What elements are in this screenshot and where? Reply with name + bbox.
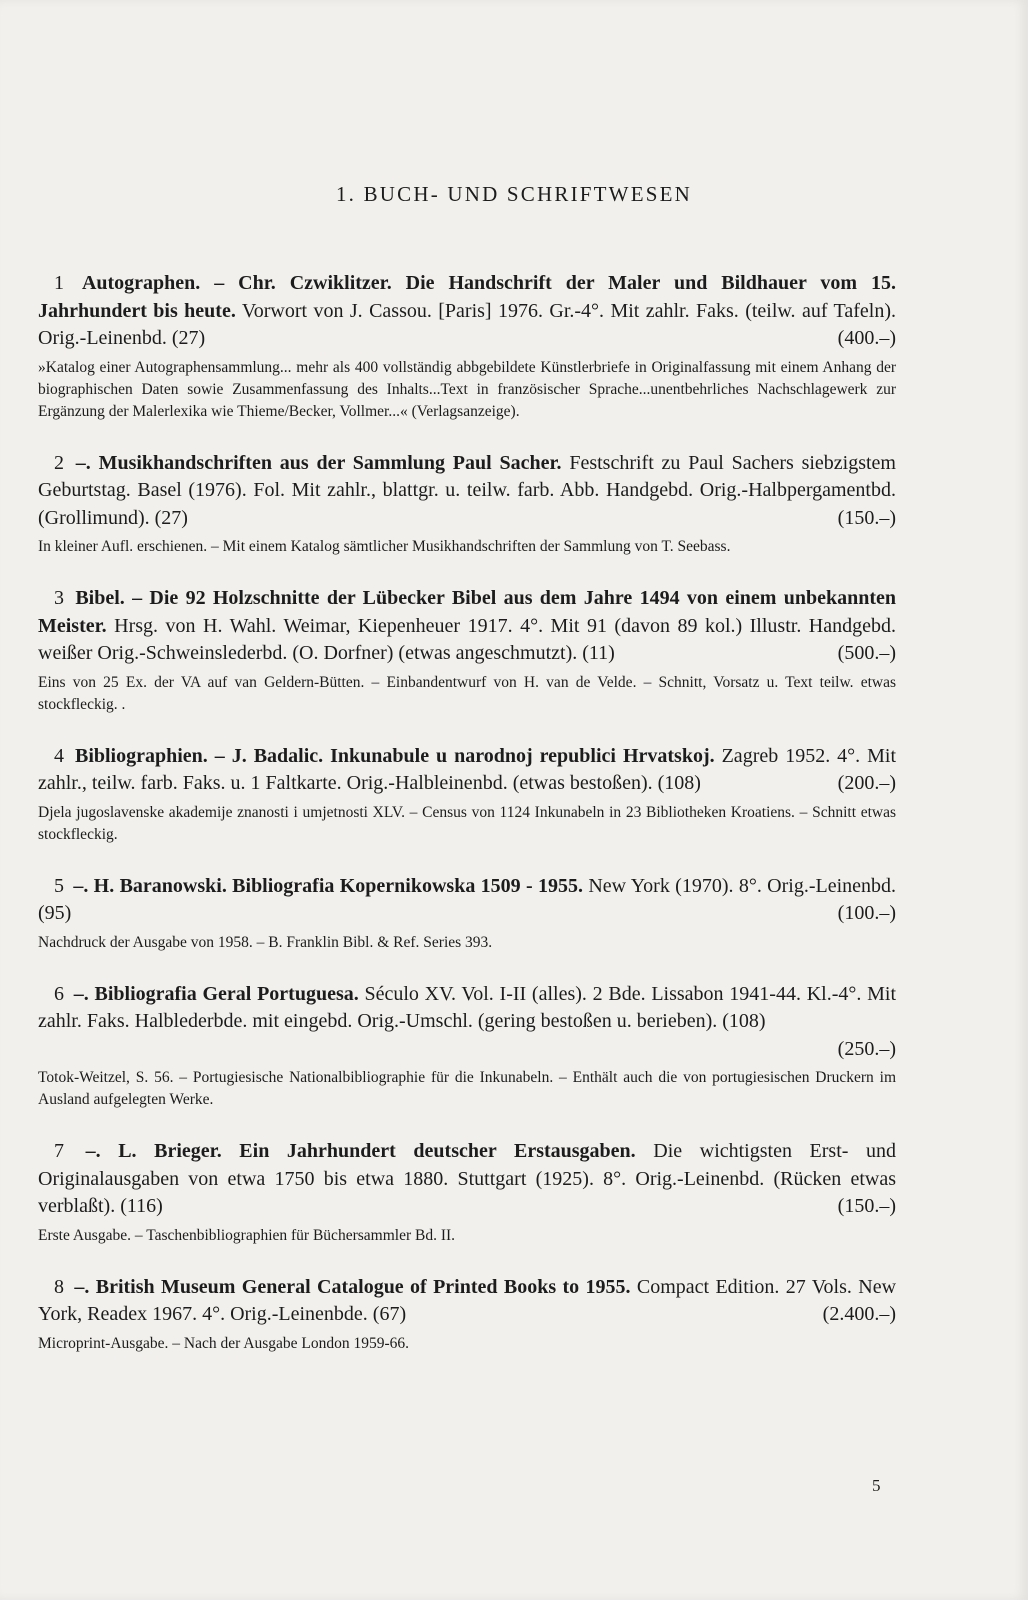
entry-price: (150.–): [837, 506, 896, 529]
entry-number: 1: [54, 272, 64, 294]
entry-description: Die wichtigsten Erst- und Originalausgaben von etwa 1750 bis etwa 1880. Stuttgart (1925). 8°. Orig.-Leinenbd. (Rücken etwas verblaßt). (116): [38, 1140, 897, 1217]
entry-heading: Autographen. – Chr. Czwiklitzer. Die Handschrift der Maler und Bildhauer vom 15. Jahrhundert bis heute.: [38, 272, 896, 322]
entry-heading: –. Musikhandschriften aus der Sammlung Paul Sacher.: [75, 451, 562, 474]
entry-main: [38, 585, 896, 668]
catalog-entry-7: [38, 1138, 896, 1247]
entry-main: [38, 743, 896, 798]
entry-price: (250.–): [837, 1037, 896, 1060]
entry-description: Século XV. Vol. I-II (alles). 2 Bde. Lissabon 1941-44. Kl.-4°. Mit zahlr. Faks. Halblederbde. mit eingebd. Orig.-Umschl. (gering bestoßen u. berieben). (108): [38, 982, 897, 1032]
catalog-entry-8: [38, 1274, 896, 1355]
entry-note: In kleiner Aufl. erschienen. – Mit einem Katalog sämtlicher Musikhandschriften der Sammlung von T. Seebass.: [38, 538, 731, 555]
entry-number: 2: [54, 451, 64, 474]
entry-number: 7: [54, 1140, 64, 1162]
entry-main: [38, 1138, 896, 1221]
entry-main: [38, 1274, 896, 1329]
entry-main: [38, 981, 896, 1064]
entry-note: Djela jugoslavenske akademije znanosti i umjetnosti XLV. – Census von 1124 Inkunabeln in 23 Bibliotheken Kroatiens. – Schnitt etwas stockfleckig.: [38, 803, 896, 843]
entry-description: Compact Edition. 27 Vols. New York, Readex 1967. 4°. Orig.-Leinenbde. (67): [38, 1275, 897, 1325]
entry-note: Microprint-Ausgabe. – Nach der Ausgabe London 1959-66.: [38, 1334, 410, 1352]
entry-description: New York (1970). 8°. Orig.-Leinenbd. (95): [38, 874, 897, 924]
entry-note: Eins von 25 Ex. der VA auf van Geldern-Bütten. – Einbandentwurf von H. van de Velde. – Schnitt, Vorsatz u. Text teilw. etwas stockfleckig. .: [38, 673, 896, 713]
entry-price: (200.–): [837, 772, 896, 794]
entry-main: [38, 873, 896, 928]
entry-note: Erste Ausgabe. – Taschenbibliographien für Büchersammler Bd. II.: [38, 1226, 456, 1244]
entry-note: Nachdruck der Ausgabe von 1958. – B. Franklin Bibl. & Ref. Series 393.: [38, 933, 493, 951]
entry-number: 4: [54, 744, 64, 767]
entry-main: [38, 270, 896, 353]
entry-description: Zagreb 1952. 4°. Mit zahlr., teilw. farb. Faks. u. 1 Faltkarte. Orig.-Halbleinenbd. (etwas bestoßen). (108): [38, 744, 897, 794]
catalog-entry-1: [38, 270, 896, 423]
page-edge: [1028, 0, 1036, 1600]
entry-price: (500.–): [837, 642, 896, 664]
entry-price: (400.–): [837, 327, 896, 349]
entry-number: 5: [54, 874, 64, 897]
entry-description: Hrsg. von H. Wahl. Weimar, Kiepenheuer 1917. 4°. Mit 91 (davon 89 kol.) Illustr. Handgebd. weißer Orig.-Schweinslederbd. (O. Dorfner) (etwas angeschmutzt). (11): [38, 614, 896, 664]
catalog-entry-2: [38, 450, 896, 559]
entry-price: (100.–): [837, 902, 896, 924]
entry-description: Festschrift zu Paul Sachers siebzigstem Geburtstag. Basel (1976). Fol. Mit zahlr., blattgr. u. teilw. farb. Abb. Handgebd. Orig.-Halbpergamentbd. (Grollimund). (27): [38, 451, 896, 529]
entry-heading: –. British Museum General Catalogue of Printed Books to 1955.: [74, 1275, 631, 1298]
catalog-entry-3: [38, 585, 896, 716]
entry-number: 3: [54, 587, 64, 609]
catalog-entry-5: [38, 873, 896, 954]
entry-main: [38, 450, 896, 533]
entry-price: (2.400.–): [822, 1303, 896, 1325]
page-number: 5: [872, 1476, 881, 1495]
catalog-entry-6: [38, 981, 896, 1112]
catalog-entry-4: [38, 743, 896, 846]
entry-description: Vorwort von J. Cassou. [Paris] 1976. Gr.-4°. Mit zahlr. Faks. (teilw. auf Tafeln). Orig.-Leinenbd. (27): [38, 299, 896, 349]
entry-number: 6: [54, 982, 64, 1005]
entry-list: [38, 270, 896, 1382]
entry-heading: Bibliographien. – J. Badalic. Inkunabule u narodnoj republici Hrvatskoj.: [74, 744, 715, 767]
entry-heading: –. H. Baranowski. Bibliografia Kopernikowska 1509 - 1955.: [73, 874, 584, 897]
section-title: 1. BUCH- UND SCHRIFTWESEN: [335, 182, 692, 206]
entry-note: »Katalog einer Autographensammlung... mehr als 400 vollständig abbgebildete Künstlerbriefe in Originalfassung mit einem Anhang der biographischen Daten sowie Zusammenfassung des Inhalts...Text in französischer Sprache...unentbehrliches Nachschlagewerk zur Ergänzung der Malerlexika wie Thieme/Becker, Vollmer...« (Verlagsanzeige).: [38, 358, 896, 420]
entry-heading: –. Bibliografia Geral Portuguesa.: [73, 982, 359, 1005]
entry-number: 8: [54, 1275, 64, 1298]
entry-heading: –. L. Brieger. Ein Jahrhundert deutscher Erstausgaben.: [85, 1140, 636, 1162]
entry-heading: Bibel. – Die 92 Holzschnitte der Lübecker Bibel aus dem Jahre 1494 von einem unbekannten Meister.: [38, 587, 896, 637]
entry-price: (150.–): [837, 1195, 896, 1217]
entry-note: Totok-Weitzel, S. 56. – Portugiesische Nationalbibliographie für die Inkunabeln. – Enthält auch die von portugiesischen Druckern im Ausland aufgelegten Werke.: [38, 1069, 896, 1108]
